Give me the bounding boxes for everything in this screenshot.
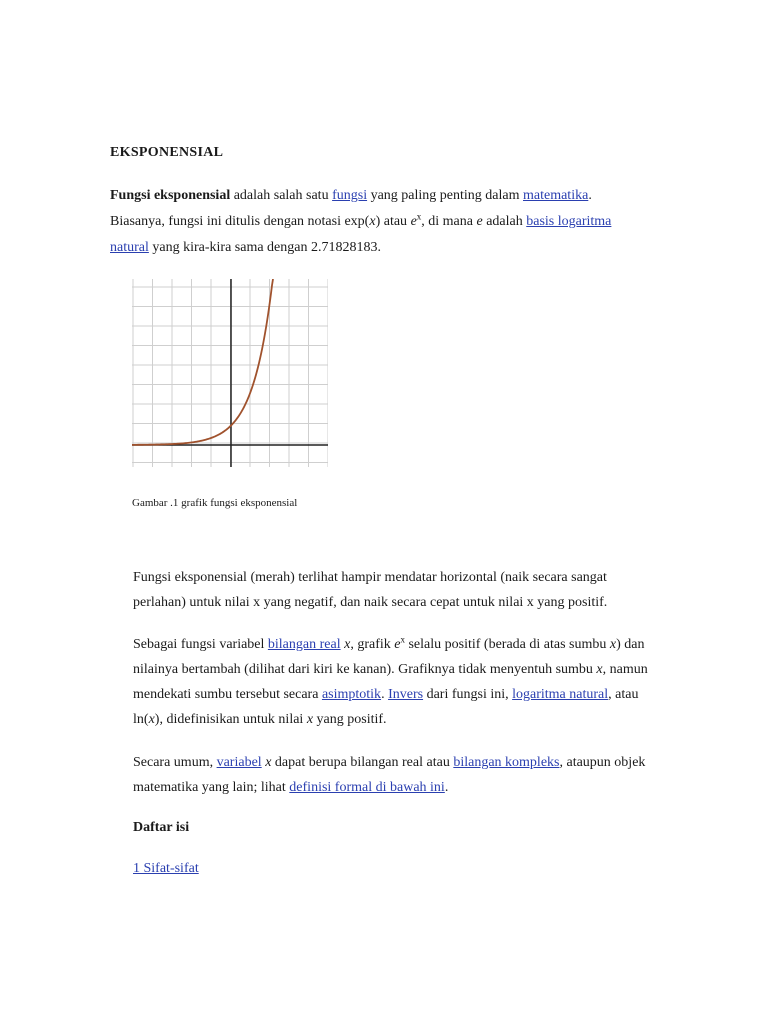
math-var: x — [148, 712, 155, 727]
math-var: x — [344, 637, 351, 652]
paragraph-text: , namun mendekati sumbu tersebut secara — [133, 662, 648, 702]
paragraph-text: dari fungsi ini, — [423, 687, 513, 702]
paragraph-behavior: Fungsi eksponensial (merah) terlihat hampir mendatar horizontal (naik secara sangat perlahan) untuk nilai x yang negatif, dan naik secara cepat untuk nilai x yang positif. — [133, 570, 608, 610]
paragraph-text: selalu positif (berada di atas sumbu — [404, 637, 610, 652]
math-superscript: x — [416, 211, 422, 222]
math-var: x — [306, 712, 314, 727]
math-superscript: x — [400, 634, 405, 645]
intro-term: Fungsi eksponensial — [110, 188, 231, 203]
toc-list — [133, 861, 199, 877]
intro-text: , di mana — [421, 214, 477, 229]
paragraph-text: Sebagai fungsi variabel — [133, 637, 268, 652]
paragraph-text: . — [444, 780, 449, 795]
link-bilangan-real[interactable]: bilangan real — [267, 637, 341, 652]
exponential-graph — [132, 279, 328, 467]
math-var: x — [596, 662, 603, 677]
intro-text: . Biasanya, fungsi ini ditulis dengan notasi exp( — [110, 188, 592, 229]
link-variabel[interactable]: variabel — [216, 755, 262, 770]
link-invers[interactable]: Invers — [388, 687, 424, 702]
paragraph-text: , grafik — [350, 637, 395, 652]
math-var: x — [609, 637, 617, 652]
paragraph-general — [133, 750, 663, 800]
link-asimptotik[interactable]: asimptotik — [321, 687, 382, 702]
math-var: e — [394, 637, 401, 652]
intro-paragraph — [110, 183, 650, 261]
intro-text: ) atau — [375, 214, 411, 229]
paragraph-text: ), didefinisikan untuk nilai — [154, 712, 307, 727]
link-fungsi[interactable]: fungsi — [332, 188, 368, 203]
toc-title: Daftar isi — [133, 820, 190, 835]
intro-text: adalah salah satu — [230, 188, 333, 203]
figure-caption: Gambar .1 grafik fungsi eksponensial — [132, 497, 298, 509]
page-title: EKSPONENSIAL — [110, 145, 224, 160]
intro-text: adalah — [482, 214, 527, 229]
paragraph-text: Secara umum, — [133, 755, 217, 770]
paragraph-text: , atau ln( — [133, 687, 639, 727]
link-matematika[interactable]: matematika — [523, 188, 589, 203]
link-bilangan-kompleks[interactable]: bilangan kompleks — [453, 755, 560, 770]
math-var: x — [369, 214, 376, 229]
link-logaritma-natural[interactable]: logaritma natural — [512, 687, 609, 702]
intro-text: yang kira-kira sama dengan 2.71828183. — [148, 240, 381, 255]
paragraph-text: yang positif. — [313, 712, 387, 727]
paragraph-real-variable — [133, 632, 663, 732]
link-definisi-formal[interactable]: definisi formal di bawah ini — [289, 780, 445, 795]
paragraph-text: ) dan nilainya bertambah (dilihat dari kiri ke kanan). Grafiknya tidak menyentuh sumbu — [133, 637, 645, 677]
math-var: x — [265, 755, 272, 770]
link-basis-logaritma-natural[interactable]: basis logaritma natural — [110, 214, 612, 255]
toc-item-sifat-sifat[interactable]: 1 Sifat-sifat — [133, 861, 199, 876]
paragraph-text: dapat berupa bilangan real atau — [271, 755, 454, 770]
paragraph-text: . — [381, 687, 389, 702]
paragraph-text: , ataupun objek matematika yang lain; lihat — [133, 755, 646, 795]
intro-text: yang paling penting dalam — [367, 188, 523, 203]
math-var: e — [410, 214, 417, 229]
exponential-curve — [132, 279, 273, 445]
math-var: e — [476, 214, 483, 229]
